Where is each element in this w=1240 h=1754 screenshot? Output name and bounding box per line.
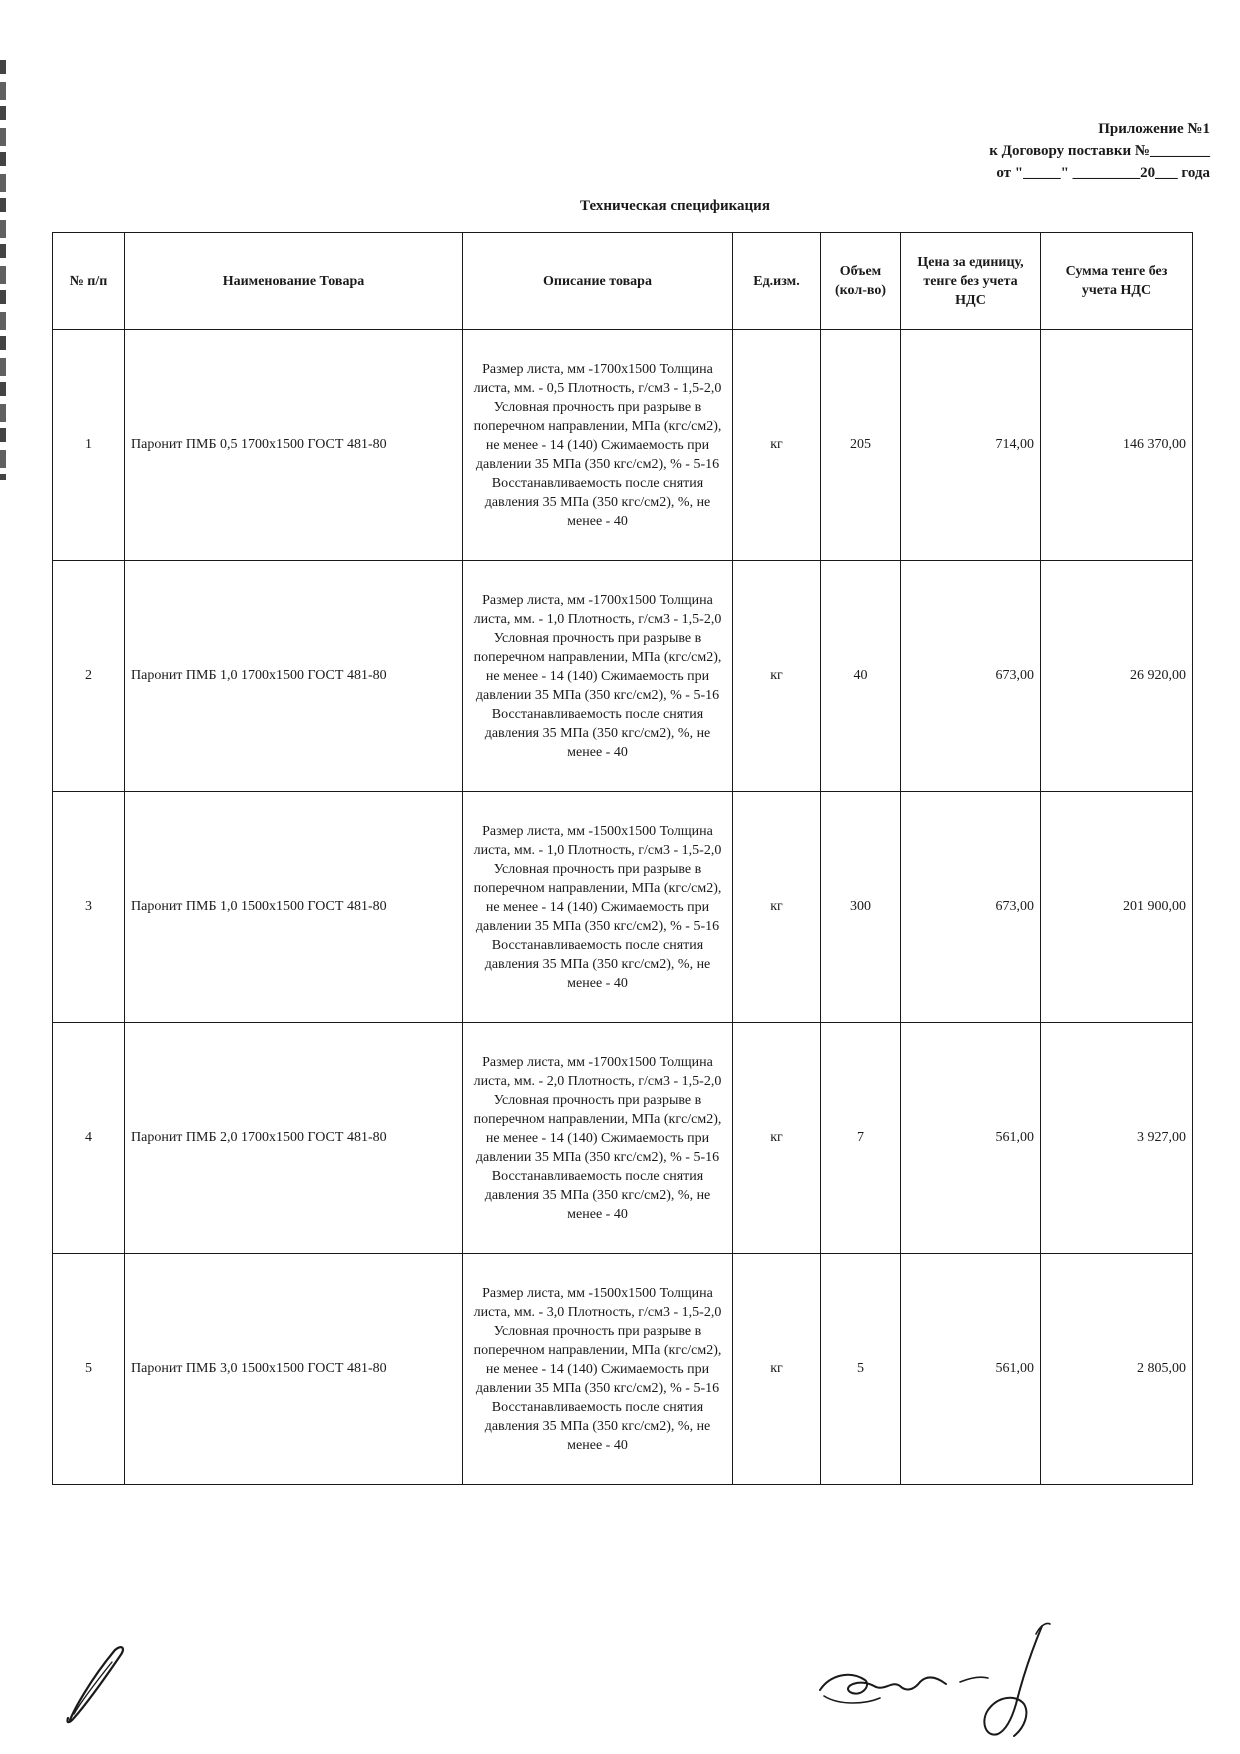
unit-of-measure: кг (733, 1254, 821, 1485)
product-description: Размер листа, мм -1700х1500 Толщина листа, мм. - 1,0 Плотность, г/см3 - 1,5-2,0 Условная прочность при разрыве в поперечном направлении, МПа (кгс/см2), не менее - 14 (140) Сжимаемость при давлении 35 МПа (350 кгс/см2), % - 5-16 Восстанавливаемость после снятия давления 35 МПа (350 кгс/см2), %, не менее - 40 (463, 561, 733, 792)
table-row (53, 1254, 1193, 1485)
column-header-unit: Ед.изм. (733, 233, 821, 330)
product-description: Размер листа, мм -1500х1500 Толщина листа, мм. - 3,0 Плотность, г/см3 - 1,5-2,0 Условная прочность при разрыве в поперечном направлении, МПа (кгс/см2), не менее - 14 (140) Сжимаемость при давлении 35 МПа (350 кгс/см2), % - 5-16 Восстанавливаемость после снятия давления 35 МПа (350 кгс/см2), %, не менее - 40 (463, 1254, 733, 1485)
quantity: 300 (821, 792, 901, 1023)
table-header-row (53, 233, 1193, 330)
product-name: Паронит ПМБ 1,0 1700х1500 ГОСТ 481-80 (125, 561, 463, 792)
unit-price: 561,00 (901, 1023, 1041, 1254)
unit-price: 714,00 (901, 330, 1041, 561)
unit-price: 673,00 (901, 561, 1041, 792)
signature-area (0, 1620, 1240, 1750)
table-row (53, 330, 1193, 561)
unit-of-measure: кг (733, 330, 821, 561)
row-number: 5 (53, 1254, 125, 1485)
column-header-price: Цена за единицу, тенге без учета НДС (901, 233, 1041, 330)
table-row (53, 1023, 1193, 1254)
line-total: 146 370,00 (1041, 330, 1193, 561)
line-total: 201 900,00 (1041, 792, 1193, 1023)
product-name: Паронит ПМБ 0,5 1700х1500 ГОСТ 481-80 (125, 330, 463, 561)
unit-price: 561,00 (901, 1254, 1041, 1485)
table-row (53, 561, 1193, 792)
product-name: Паронит ПМБ 3,0 1500х1500 ГОСТ 481-80 (125, 1254, 463, 1485)
handwritten-signature-right (810, 1620, 1110, 1750)
product-name: Паронит ПМБ 1,0 1500х1500 ГОСТ 481-80 (125, 792, 463, 1023)
product-description: Размер листа, мм -1700х1500 Толщина листа, мм. - 0,5 Плотность, г/см3 - 1,5-2,0 Условная прочность при разрыве в поперечном направлении, МПа (кгс/см2), не менее - 14 (140) Сжимаемость при давлении 35 МПа (350 кгс/см2), % - 5-16 Восстанавливаемость после снятия давления 35 МПа (350 кгс/см2), %, не менее - 40 (463, 330, 733, 561)
row-number: 2 (53, 561, 125, 792)
quantity: 7 (821, 1023, 901, 1254)
line-total: 3 927,00 (1041, 1023, 1193, 1254)
product-description: Размер листа, мм -1700х1500 Толщина листа, мм. - 2,0 Плотность, г/см3 - 1,5-2,0 Условная прочность при разрыве в поперечном направлении, МПа (кгс/см2), не менее - 14 (140) Сжимаемость при давлении 35 МПа (350 кгс/см2), % - 5-16 Восстанавливаемость после снятия давления 35 МПа (350 кгс/см2), %, не менее - 40 (463, 1023, 733, 1254)
scan-edge-artifact (0, 60, 6, 480)
column-header-name: Наименование Товара (125, 233, 463, 330)
unit-of-measure: кг (733, 561, 821, 792)
column-header-sum: Сумма тенге без учета НДС (1041, 233, 1193, 330)
row-number: 4 (53, 1023, 125, 1254)
row-number: 3 (53, 792, 125, 1023)
column-header-number: № п/п (53, 233, 125, 330)
document-title: Техническая спецификация (580, 198, 770, 214)
row-number: 1 (53, 330, 125, 561)
unit-of-measure: кг (733, 792, 821, 1023)
column-header-description: Описание товара (463, 233, 733, 330)
appendix-number: Приложение №1 (1098, 121, 1210, 137)
line-total: 2 805,00 (1041, 1254, 1193, 1485)
unit-price: 673,00 (901, 792, 1041, 1023)
quantity: 40 (821, 561, 901, 792)
unit-of-measure: кг (733, 1023, 821, 1254)
handwritten-signature-left (60, 1640, 130, 1730)
table-row (53, 792, 1193, 1023)
quantity: 205 (821, 330, 901, 561)
specification-table (52, 232, 1193, 1485)
line-total: 26 920,00 (1041, 561, 1193, 792)
column-header-quantity: Объем (кол-во) (821, 233, 901, 330)
product-name: Паронит ПМБ 2,0 1700х1500 ГОСТ 481-80 (125, 1023, 463, 1254)
appendix-header (920, 118, 1210, 184)
quantity: 5 (821, 1254, 901, 1485)
contract-reference: к Договору поставки №________ (989, 143, 1210, 159)
contract-date: от "_____" _________20___ года (996, 165, 1210, 181)
product-description: Размер листа, мм -1500х1500 Толщина листа, мм. - 1,0 Плотность, г/см3 - 1,5-2,0 Условная прочность при разрыве в поперечном направлении, МПа (кгс/см2), не менее - 14 (140) Сжимаемость при давлении 35 МПа (350 кгс/см2), % - 5-16 Восстанавливаемость после снятия давления 35 МПа (350 кгс/см2), %, не менее - 40 (463, 792, 733, 1023)
